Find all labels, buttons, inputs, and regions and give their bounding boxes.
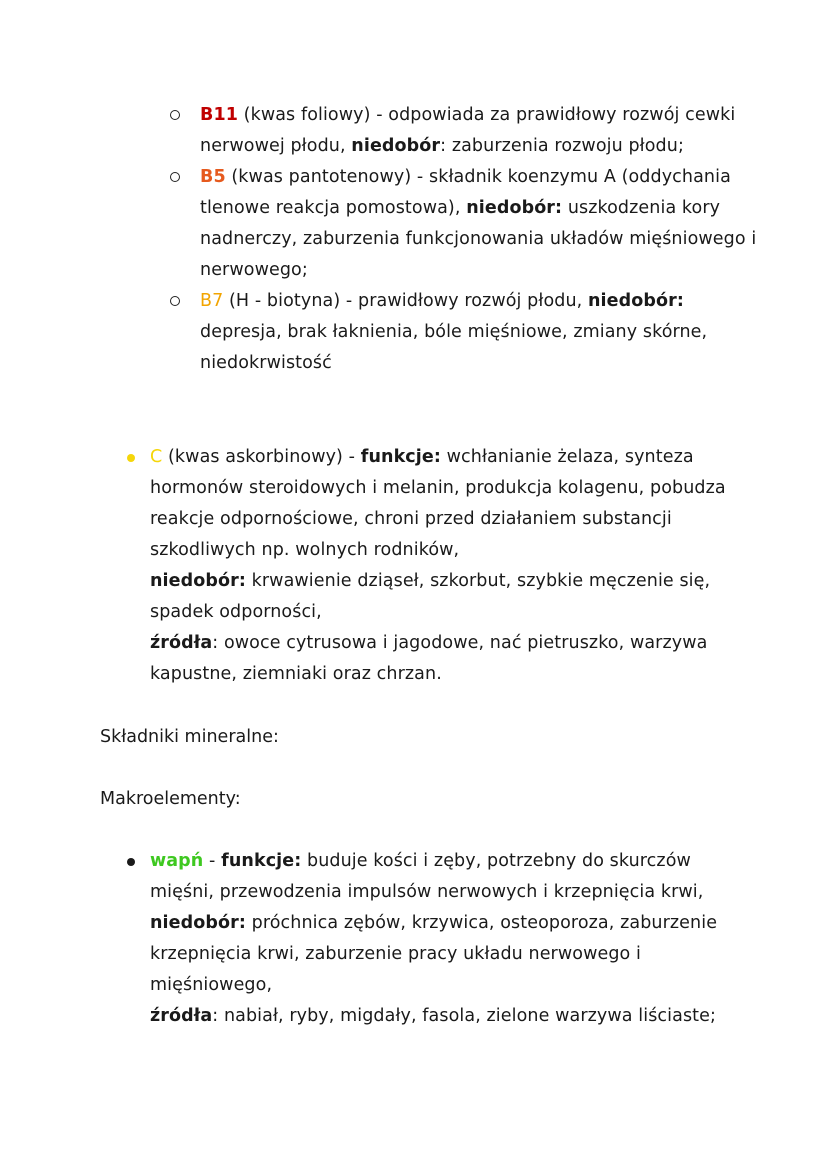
functions-label: funkcje: <box>360 447 441 467</box>
deficiency-label: niedobór: <box>150 913 246 933</box>
list-item-calcium <box>120 846 760 1032</box>
calcium-list <box>120 846 760 1032</box>
hollow-bullet-icon <box>170 172 180 182</box>
vitamin-name: B5 <box>200 167 226 187</box>
deficiency-label: niedobór: <box>150 571 246 591</box>
vitamin-name: C <box>150 447 163 467</box>
yellow-bullet-icon <box>127 454 135 462</box>
item-text: depresja, brak łaknienia, bóle mięśniowe, zmiany skórne, niedokrwistość <box>200 322 708 373</box>
item-text: (H - biotyna) - prawidłowy rozwój płodu, <box>223 291 588 311</box>
heading-minerals: Składniki mineralne: <box>100 727 279 747</box>
item-text: (kwas foliowy) - odpowiada za prawidłowy rozwój cewki nerwowej płodu, <box>200 105 736 156</box>
vitamin-c-list <box>120 442 760 690</box>
functions-text: buduje kości i zęby, potrzebny do skurczów mięśni, przewodzenia impulsów nerwowych i krzepnięcia krwi, <box>150 851 704 902</box>
item-text: (kwas pantotenowy) - składnik koenzymu A (oddychania tlenowe reakcja pomostowa), <box>200 167 731 218</box>
vitamin-name: B7 <box>200 291 224 311</box>
vitamin-b-sublist <box>168 100 768 379</box>
item-text: uszkodzenia kory nadnerczy, zaburzenia funkcjonowania układów mięśniowego i nerwowego; <box>200 198 757 280</box>
list-item-vitamin-c <box>120 442 760 690</box>
list-item-b5 <box>168 162 768 286</box>
sources-text: : owoce cytrusowa i jagodowe, nać pietruszko, warzywa kapustne, ziemniaki oraz chrzan. <box>150 633 708 684</box>
hollow-bullet-icon <box>170 110 180 120</box>
sources-text: : nabiał, ryby, migdały, fasola, zielone warzywa liściaste; <box>212 1006 716 1026</box>
deficiency-label: niedobór: <box>588 291 684 311</box>
vitamin-name: B11 <box>200 105 238 125</box>
heading-macroelements: Makroelementy: <box>100 789 241 809</box>
deficiency-label: niedobór <box>351 136 441 156</box>
functions-label: funkcje: <box>221 851 302 871</box>
list-item-b7 <box>168 286 768 379</box>
sources-label: źródła <box>150 1006 213 1026</box>
list-item-b11 <box>168 100 768 162</box>
black-bullet-icon <box>127 858 135 866</box>
item-text: (kwas askorbinowy) - <box>162 447 361 467</box>
deficiency-text: próchnica zębów, krzywica, osteoporoza, zaburzenie krzepnięcia krwi, zaburzenie pracy układu nerwowego i mięśniowego, <box>150 913 718 995</box>
item-text: : zaburzenia rozwoju płodu; <box>440 136 684 156</box>
hollow-bullet-icon <box>170 296 180 306</box>
mineral-name: wapń <box>150 851 204 871</box>
deficiency-text: krwawienie dziąseł, szkorbut, szybkie męczenie się, spadek odporności, <box>150 571 711 622</box>
item-text: - <box>203 851 222 871</box>
sources-label: źródła <box>150 633 213 653</box>
functions-text: wchłanianie żelaza, synteza hormonów steroidowych i melanin, produkcja kolagenu, pobudza reakcje odpornościowe, chroni przed działaniem substancji szkodliwych np. wolnych rodników, <box>150 447 726 560</box>
deficiency-label: niedobór: <box>466 198 563 218</box>
